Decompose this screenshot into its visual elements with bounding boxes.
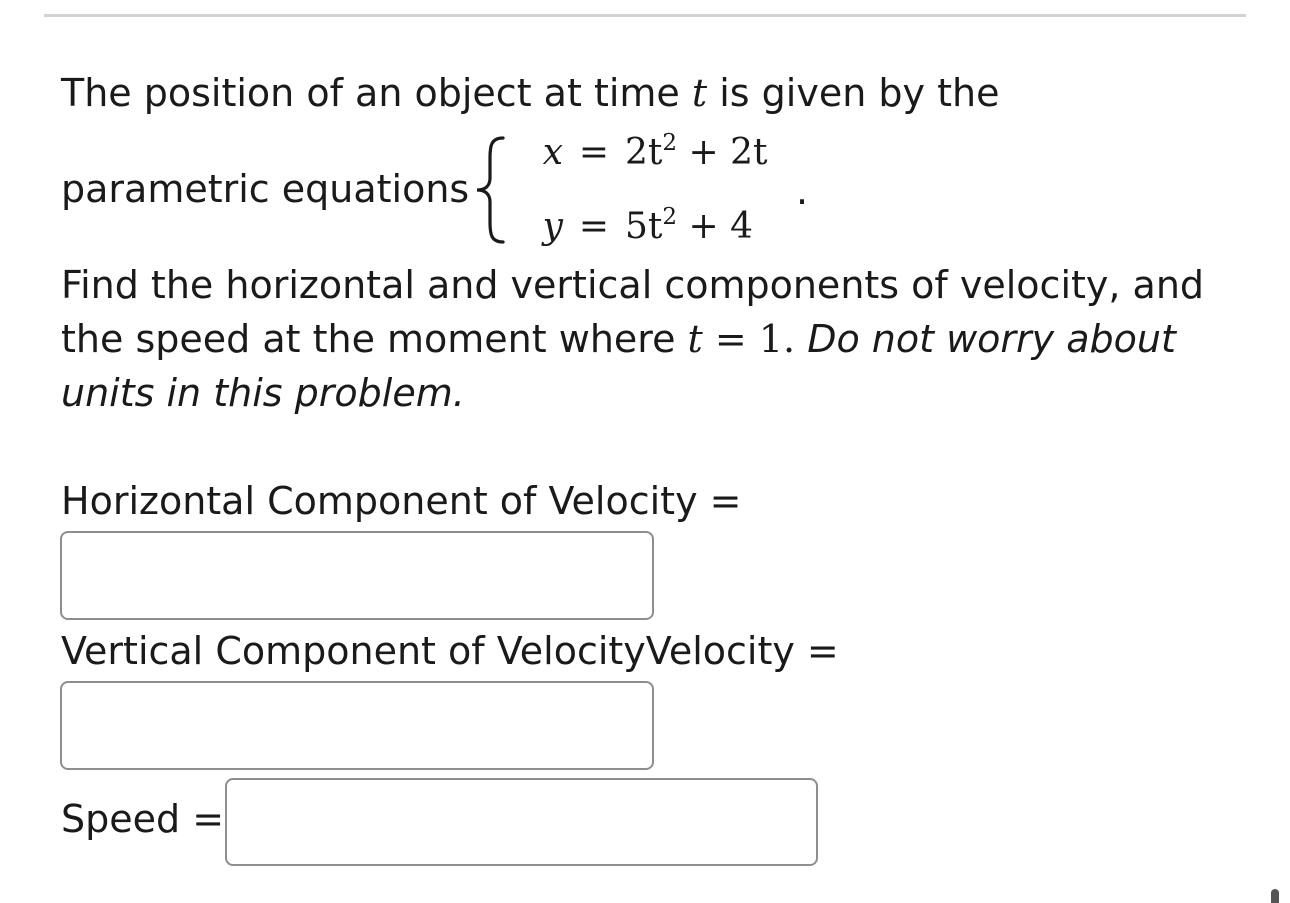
problem-text: is given by the	[707, 71, 1000, 115]
vertical-velocity-input[interactable]	[60, 681, 654, 770]
left-brace	[473, 134, 513, 246]
vertical-velocity-label: Vertical Component of VelocityVelocity =	[61, 629, 839, 673]
equation-term: + 4	[677, 206, 753, 247]
variable-t: t	[687, 317, 703, 361]
parametric-label: parametric equations	[61, 167, 470, 211]
equation-variable: x	[542, 132, 563, 173]
italic-note: units in this problem.	[61, 371, 465, 415]
scrollbar-thumb[interactable]	[1271, 889, 1279, 903]
speed-label: Speed =	[61, 797, 225, 841]
top-divider	[44, 14, 1246, 17]
variable-t: t	[691, 71, 708, 115]
exponent: 2	[662, 204, 678, 230]
horizontal-velocity-input[interactable]	[60, 531, 654, 620]
equation-variable: y	[542, 206, 563, 247]
problem-text: The position of an object at time	[61, 71, 692, 115]
math-expression: = 1.	[702, 317, 796, 361]
problem-line-4	[61, 312, 1176, 366]
problem-line-3: Find the horizontal and vertical components of velocity, and	[61, 263, 1205, 307]
equation-x	[527, 130, 767, 176]
speed-input[interactable]	[225, 778, 818, 866]
equation-period: .	[796, 169, 809, 213]
equation-term: 2t	[625, 132, 663, 173]
problem-line-1	[61, 66, 999, 120]
exponent: 2	[662, 130, 678, 156]
parametric-equations	[61, 130, 861, 250]
equation-term: 5t	[625, 206, 663, 247]
horizontal-velocity-label: Horizontal Component of Velocity =	[61, 479, 742, 523]
equation-y	[527, 204, 753, 250]
equals-sign: =	[578, 206, 610, 247]
equals-sign: =	[578, 132, 610, 173]
problem-text: the speed at the moment where	[61, 317, 688, 361]
equation-term: + 2t	[677, 132, 768, 173]
italic-note: Do not worry about	[807, 317, 1176, 361]
